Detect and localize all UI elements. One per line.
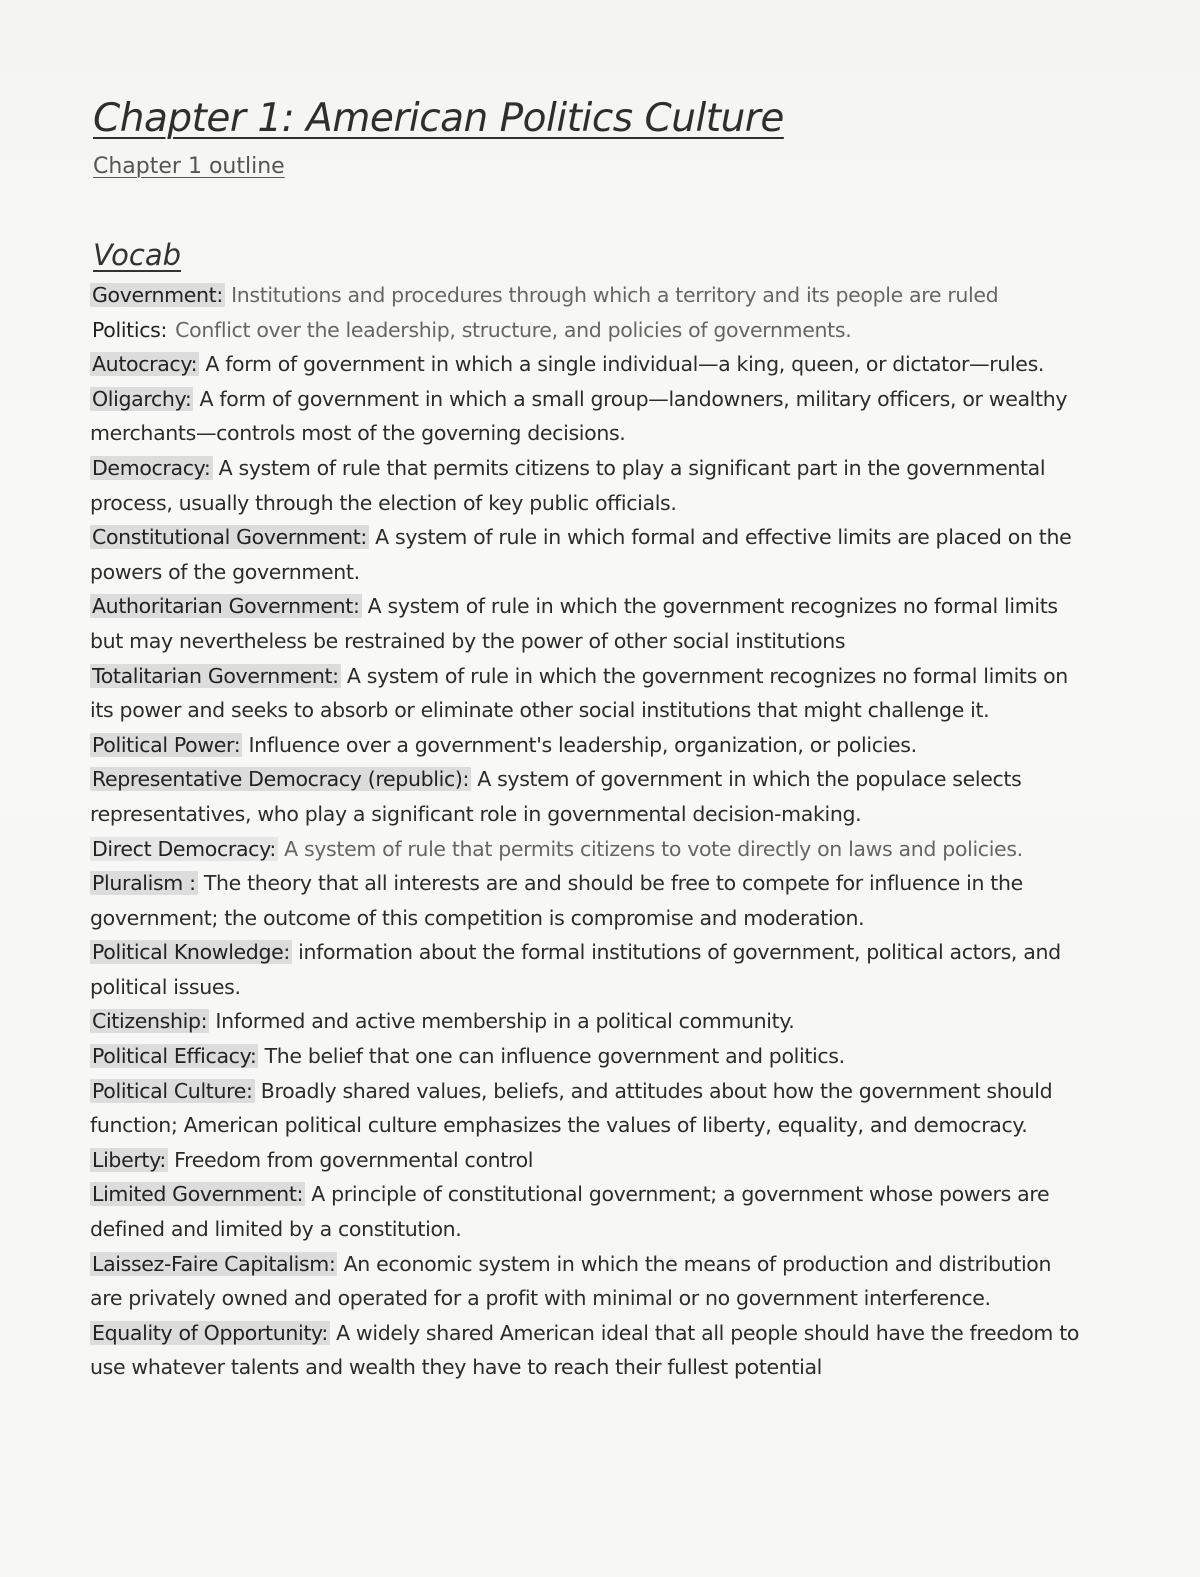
vocab-definition: The theory that all interests are and should be free to compete for influence in the government; the outcome of this competition is compromise and moderation. xyxy=(90,871,1023,930)
vocab-entry-autocracy xyxy=(87,347,1087,382)
vocab-entry-liberty xyxy=(87,1143,1087,1178)
vocab-definition: A system of rule in which formal and effective limits are placed on the powers of the government. xyxy=(90,525,1072,584)
vocab-term: Pluralism : xyxy=(92,871,196,896)
vocab-entry-political-culture xyxy=(87,1074,1087,1143)
vocab-definition: A principle of constitutional government; a government whose powers are defined and limited by a constitution. xyxy=(90,1182,1050,1242)
vocab-entry-limited-government xyxy=(87,1177,1087,1246)
vocab-list xyxy=(87,278,1087,1385)
vocab-term: Political Efficacy: xyxy=(92,1044,257,1069)
vocab-term: Liberty: xyxy=(92,1147,166,1172)
vocab-entry-laissez-faire-capitalism xyxy=(87,1247,1087,1316)
vocab-term: Politics: xyxy=(92,317,168,342)
vocab-definition: A system of rule in which the government recognizes no formal limits on its power and seeks to absorb or eliminate other social institutions that might challenge it. xyxy=(90,663,1068,723)
vocab-entry-pluralism xyxy=(87,866,1087,935)
vocab-term: Political Power: xyxy=(92,732,241,757)
vocab-term: Authoritarian Government: xyxy=(92,594,360,619)
vocab-definition: A system of government in which the populace selects representatives, who play a significant role in governmental decision-making. xyxy=(90,767,1022,826)
vocab-definition: information about the formal institutions of government, political actors, and political issues. xyxy=(90,940,1061,999)
vocab-entry-democracy xyxy=(87,451,1087,520)
vocab-entry-equality-of-opportunity xyxy=(87,1316,1087,1385)
vocab-definition: Conflict over the leadership, structure, and policies of governments. xyxy=(169,317,852,342)
vocab-definition: A widely shared American ideal that all people should have the freedom to use whatever talents and wealth they have to reach their fullest potential xyxy=(90,1320,1080,1380)
vocab-entry-political-power xyxy=(87,728,1087,763)
vocab-term: Political Knowledge: xyxy=(92,940,290,965)
vocab-entry-politics xyxy=(87,313,1087,348)
vocab-definition: A form of government in which a small group—landowners, military officers, or wealthy merchants—controls most of the governing decisions. xyxy=(90,386,1068,446)
vocab-definition: Freedom from governmental control xyxy=(167,1147,534,1172)
vocab-definition: A form of government in which a single individual—a king, queen, or dictator—rules. xyxy=(199,352,1045,377)
vocab-term: Government: xyxy=(92,283,223,307)
vocab-term: Autocracy: xyxy=(92,352,198,377)
vocab-definition: The belief that one can influence government and politics. xyxy=(258,1044,845,1069)
vocab-term: Totalitarian Government: xyxy=(92,663,339,688)
vocab-term: Direct Democracy: xyxy=(92,836,276,861)
vocab-entry-totalitarian-government xyxy=(87,659,1087,728)
vocab-entry-representative-democracy xyxy=(87,762,1087,831)
vocab-definition: A system of rule that permits citizens to play a significant part in the governmental process, usually through the election of key public officials. xyxy=(90,455,1046,515)
vocab-entry-citizenship xyxy=(87,1004,1087,1039)
vocab-definition: An economic system in which the means of production and distribution are privately owned and operated for a profit with minimal or no government interference. xyxy=(90,1251,1052,1311)
vocab-term: Representative Democracy (republic): xyxy=(92,767,470,792)
vocab-entry-political-efficacy xyxy=(87,1039,1087,1074)
vocab-term: Political Culture: xyxy=(92,1078,253,1103)
vocab-heading: Vocab xyxy=(93,238,182,272)
vocab-entry-direct-democracy xyxy=(87,832,1087,867)
vocab-term: Limited Government: xyxy=(92,1182,304,1207)
vocab-entry-political-knowledge xyxy=(87,935,1087,1004)
vocab-term: Citizenship: xyxy=(92,1009,208,1034)
vocab-entry-government xyxy=(87,278,1087,313)
vocab-entry-constitutional-government xyxy=(87,520,1087,589)
chapter-outline-link[interactable]: Chapter 1 outline xyxy=(93,154,285,179)
vocab-term: Democracy: xyxy=(92,455,211,480)
vocab-definition: A system of rule that permits citizens to vote directly on laws and policies. xyxy=(277,836,1023,861)
vocab-entry-oligarchy xyxy=(87,382,1087,451)
vocab-definition: Informed and active membership in a political community. xyxy=(209,1009,795,1034)
vocab-entry-authoritarian-government xyxy=(87,589,1087,658)
vocab-definition: Influence over a government's leadership, organization, or policies. xyxy=(242,732,917,757)
vocab-term: Oligarchy: xyxy=(92,386,192,411)
vocab-term: Laissez-Faire Capitalism: xyxy=(92,1251,336,1276)
vocab-definition: Institutions and procedures through which a territory and its people are ruled xyxy=(224,283,999,307)
vocab-term: Constitutional Government: xyxy=(92,525,367,550)
vocab-definition: Broadly shared values, beliefs, and attitudes about how the government should function; American political culture emphasizes the values of liberty, equality, and democracy. xyxy=(90,1078,1053,1138)
page-title: Chapter 1: American Politics Culture xyxy=(93,96,784,141)
vocab-definition: A system of rule in which the government recognizes no formal limits but may nevertheless be restrained by the power of other social institutions xyxy=(90,594,1058,653)
vocab-term: Equality of Opportunity: xyxy=(92,1320,328,1345)
